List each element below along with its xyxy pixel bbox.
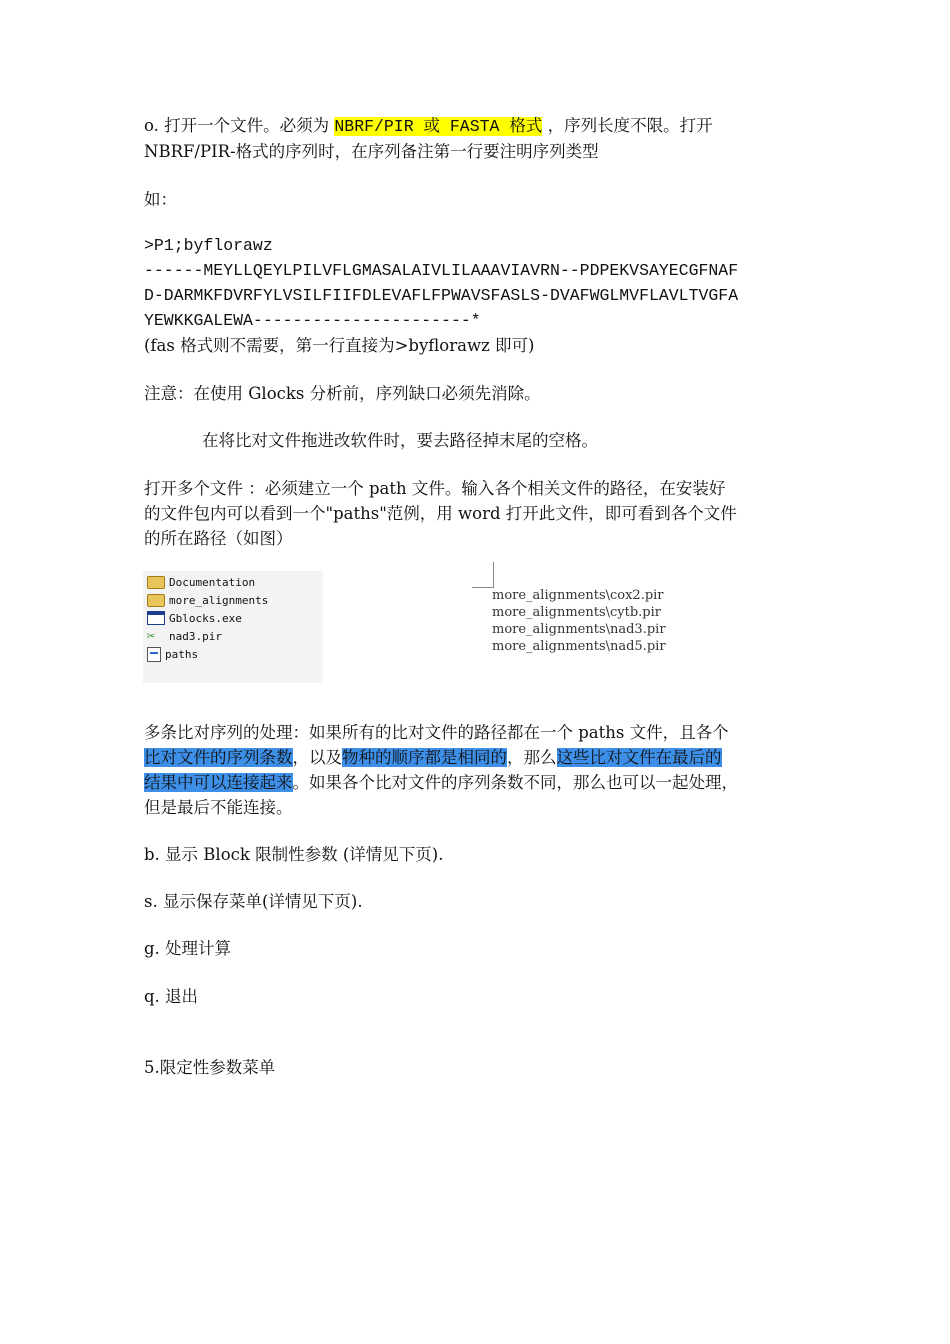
multi-file-line: 的所在路径（如图） (144, 529, 293, 548)
multi-align-line2 (144, 745, 814, 770)
path-line: more_alignments\cytb.pir (492, 605, 661, 620)
note-glocks: 注意：在使用 Glocks 分析前，序列缺口必须先消除。 (144, 384, 541, 403)
file-name: more_alignments (169, 593, 269, 607)
item-o-prefix: o. 打开一个文件。必须为 (144, 116, 335, 135)
text-run: ，那么 (507, 748, 557, 767)
file-list-image (143, 571, 323, 683)
multi-align-line3 (144, 770, 814, 795)
section-title: 5.限定性参数菜单 (144, 1058, 276, 1077)
multi-file-line: 的文件包内可以看到一个"paths"范例，用 word 打开此文件，即可看到各个文件 (144, 504, 737, 523)
file-name: paths (165, 647, 199, 661)
sequence-line: D-DARMKFDVRFYLVSILFIIFDLEVAFLFPWAVSFASLS-DVAFWGLMVFLAVLTVGFA (144, 286, 739, 305)
exe-icon (147, 611, 165, 625)
folder-icon (147, 594, 165, 607)
menu-item-s: s. 显示保存菜单(详情见下页). (144, 892, 363, 911)
dna-icon: ✂ (147, 629, 155, 644)
multi-align-line1: 多条比对序列的处理：如果所有的比对文件的路径都在一个 paths 文件，且各个 (144, 723, 729, 742)
menu-item-g: g. 处理计算 (144, 939, 232, 958)
path-line: more_alignments\nad3.pir (492, 622, 666, 637)
sequence-line: YEWKKGALEWA----------------------* (144, 311, 481, 330)
file-name: Gblocks.exe (169, 611, 242, 625)
highlight-result: 这些比对文件在最后的 (556, 748, 722, 767)
file-item-paths (147, 645, 198, 663)
page-corner-mark (493, 562, 494, 588)
format-highlight: NBRF/PIR 或 FASTA 格式 (334, 117, 543, 136)
file-name: nad3.pir (169, 629, 222, 643)
item-o-suffix: ，序列长度不限。打开 (542, 116, 713, 135)
page-corner-mark (472, 587, 493, 588)
sequence-line: >P1;byflorawz (144, 236, 273, 255)
file-name: Documentation (169, 575, 256, 589)
example-label: 如： (144, 190, 177, 209)
text-run: 。如果各个比对文件的序列条数不同，那么也可以一起处理， (292, 773, 738, 792)
highlight-seq-count: 比对文件的序列条数 (144, 748, 293, 767)
item-o-line2: NBRF/PIR-格式的序列时，在序列备注第一行要注明序列类型 (144, 142, 599, 161)
multi-file-line: 打开多个文件 ：必须建立一个 path 文件。输入各个相关文件的路径，在安装好 (144, 479, 726, 498)
path-line: more_alignments\cox2.pir (492, 588, 664, 603)
file-item-more-alignments (147, 591, 268, 609)
file-item-documentation (147, 573, 255, 591)
multi-align-line4: 但是最后不能连接。 (144, 798, 293, 817)
highlight-joinable: 结果中可以连接起来 (144, 773, 293, 792)
item-o-line1 (144, 113, 814, 139)
sequence-line: ------MEYLLQEYLPILVFLGMASALAIVLILAAAVIAVRN--PDPEKVSAYECGFNAF (144, 261, 739, 280)
path-line: more_alignments\nad5.pir (492, 639, 666, 654)
menu-item-q: q. 退出 (144, 987, 199, 1006)
text-file-icon (147, 647, 161, 662)
file-item-nad3 (147, 627, 222, 645)
folder-icon (147, 576, 165, 589)
menu-item-b: b. 显示 Block 限制性参数 (详情见下页). (144, 845, 444, 864)
fas-note: (fas 格式则不需要，第一行直接为>byflorawz 即可) (144, 336, 535, 355)
highlight-species-order: 物种的顺序都是相同的 (342, 748, 507, 767)
note-path: 在将比对文件拖进改软件时，要去路径掉末尾的空格。 (202, 431, 598, 450)
file-item-gblocks (147, 609, 242, 627)
text-run: ，以及 (292, 748, 342, 767)
